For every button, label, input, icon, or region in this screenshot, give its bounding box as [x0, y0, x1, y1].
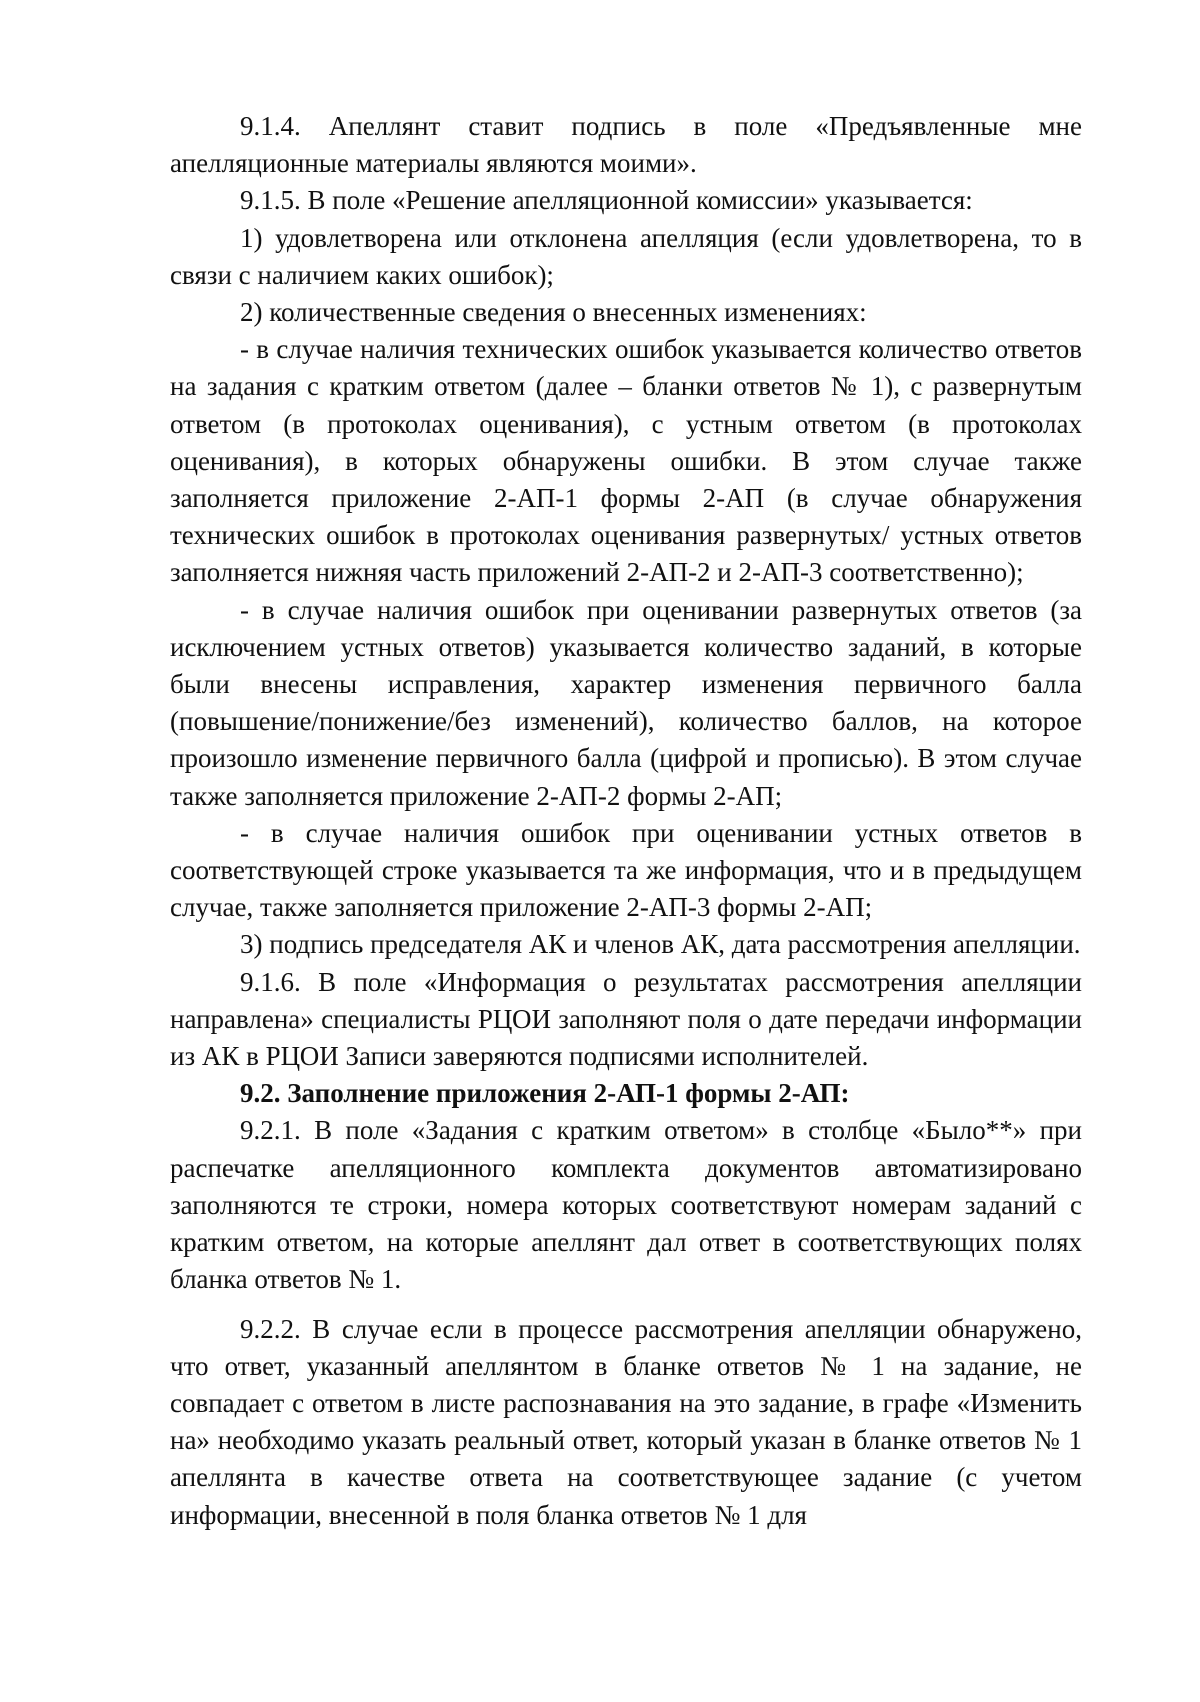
paragraph-9-1-5: 9.1.5. В поле «Решение апелляционной комиссии» указывается:: [240, 185, 973, 216]
section-heading-9-2: 9.2. Заполнение приложения 2-АП-1 формы 2-АП:: [240, 1078, 850, 1109]
paragraph-9-2-1: 9.2.1. В поле «Задания с кратким ответом» в столбце «Было**» при распечатке апелляционного комплекта документов автоматизировано заполняются те строки, номера которых соответствуют номерам заданий с кратким ответом, на которые апеллянт дал ответ в соответствующих полях бланка ответов № 1.: [170, 1115, 1082, 1295]
paragraph-item-1: 1) удовлетворена или отклонена апелляция (если удовлетворена, то в связи с наличием каких ошибок);: [170, 222, 1082, 290]
paragraph-9-1-4: 9.1.4. Апеллянт ставит подпись в поле «Предъявленные мне апелляционные материалы являются моими».: [170, 111, 1082, 179]
paragraph-9-1-6: 9.1.6. В поле «Информация о результатах рассмотрения апелляции направлена» специалисты РЦОИ заполняют поля о дате передачи информации из АК в РЦОИ Записи заверяются подписями исполнителей.: [170, 966, 1082, 1072]
paragraph-technical-errors: - в случае наличия технических ошибок указывается количество ответов на задания с кратким ответом (далее – бланки ответов № 1), с развернутым ответом (в протоколах оценивания), с устным ответом (в протоколах оценивания), в которых обнаружены ошибки. В этом случае также заполняется приложение 2-АП-1 формы 2-АП (в случае обнаружения технических ошибок в протоколах оценивания развернутых/ устных ответов заполняется нижняя часть приложений 2-АП-2 и 2-АП-3 соответственно);: [170, 334, 1082, 588]
paragraph-extended-answers: - в случае наличия ошибок при оценивании развернутых ответов (за исключением устных ответов) указывается количество заданий, в которые были внесены исправления, характер изменения первичного балла (повышение/понижение/без изменений), количество баллов, на которое произошло изменение первичного балла (цифрой и прописью). В этом случае также заполняется приложение 2-АП-2 формы 2-АП;: [170, 594, 1082, 811]
document-page: [170, 108, 1082, 1534]
paragraph-9-2-2: 9.2.2. В случае если в процессе рассмотрения апелляции обнаружено, что ответ, указанный апеллянтом в бланке ответов № 1 на задание, не совпадает с ответом в листе распознавания на это задание, в графе «Изменить на» необходимо указать реальный ответ, который указан в бланке ответов № 1 апеллянта в качестве ответа на соответствующее задание (с учетом информации, внесенной в поля бланка ответов № 1 для: [170, 1313, 1082, 1530]
paragraph-item-2: 2) количественные сведения о внесенных изменениях:: [240, 297, 867, 328]
paragraph-oral-answers: - в случае наличия ошибок при оценивании устных ответов в соответствующей строке указывается та же информация, что и в предыдущем случае, также заполняется приложение 2-АП-3 формы 2-АП;: [170, 817, 1082, 923]
paragraph-item-3: 3) подпись председателя АК и членов АК, дата рассмотрения апелляции.: [240, 929, 1081, 960]
